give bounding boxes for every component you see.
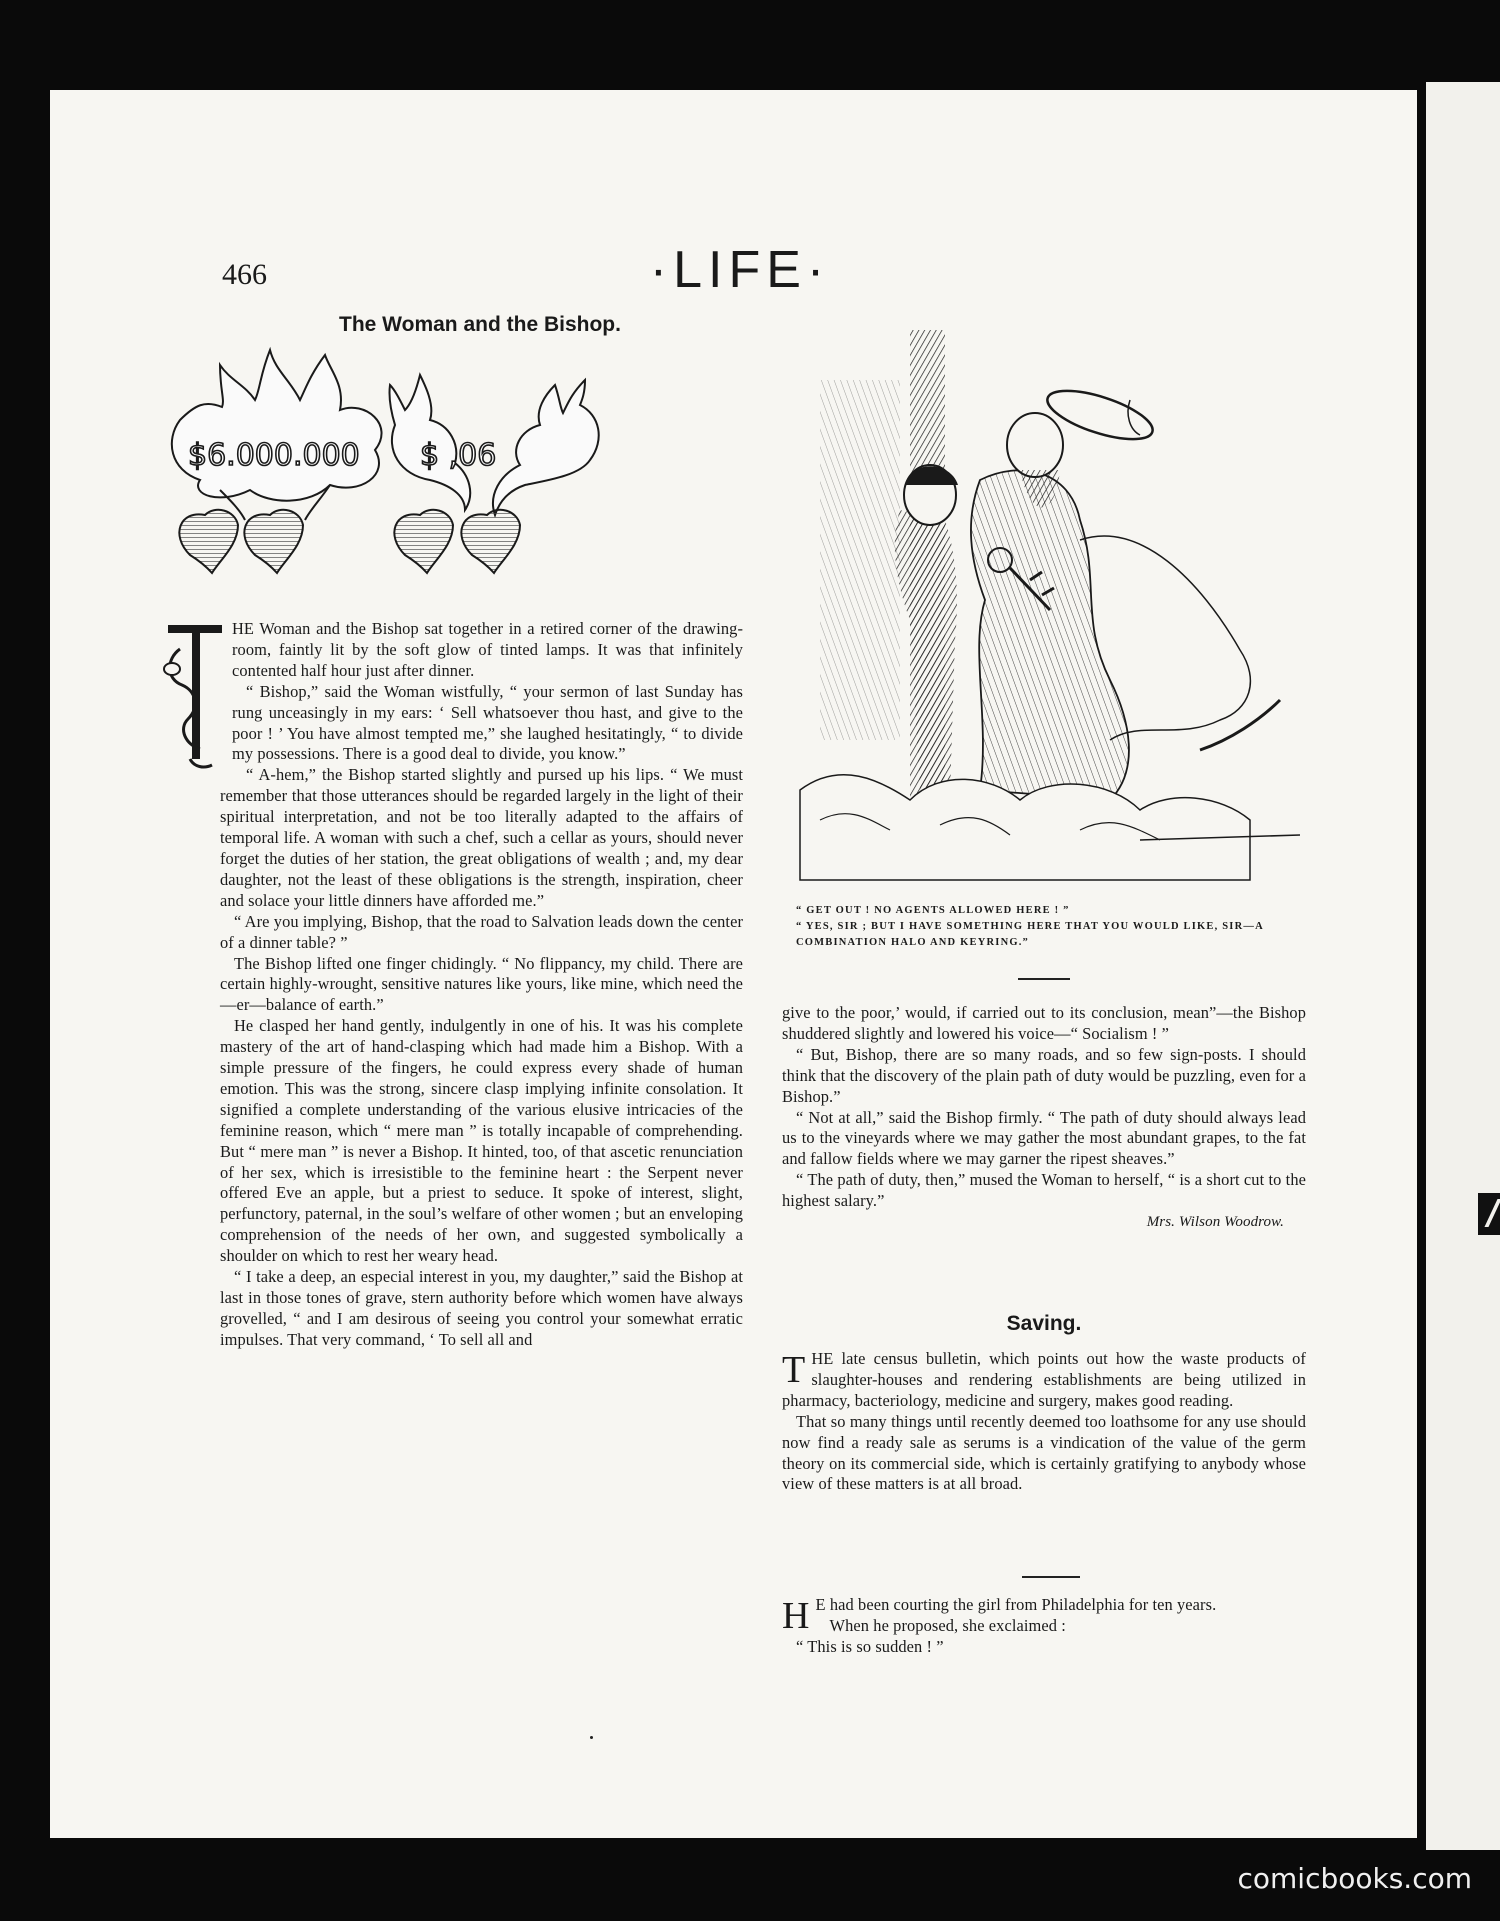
author-signature: Mrs. Wilson Woodrow. bbox=[1146, 1214, 1284, 1231]
article-title: The Woman and the Bishop. bbox=[339, 313, 621, 336]
saving-paragraph-2: That so many things until recently deemed too loathsome for any use should now find a ready sale as serums is a vindication of the value of the germ theory on its commercial side, which is certainly gratifying to anybody whose view of these matters is at all broad. bbox=[782, 1411, 1306, 1494]
joke-paragraph-3: “ This is so sudden ! ” bbox=[796, 1636, 944, 1656]
section-divider bbox=[1022, 1576, 1080, 1578]
article-paragraph: “ The path of duty, then,” mused the Woman to herself, “ is a short cut to the highest salary.” bbox=[782, 1170, 1306, 1211]
left-amount: $6.000.000 bbox=[188, 438, 360, 473]
bishop-cartoon-illustration bbox=[780, 320, 1320, 885]
section-divider bbox=[1018, 978, 1070, 980]
page-dot bbox=[590, 1736, 593, 1739]
joke-paragraph-1: H E had been courting the girl from Philadelphia for ten years. bbox=[782, 1595, 1217, 1637]
article-paragraph: “ But, Bishop, there are so many roads, and so few sign-posts. I should think that the discovery of the plain path of duty would be puzzling, even for a Bishop.” bbox=[782, 1044, 1306, 1106]
article-opening-paragraph bbox=[220, 619, 743, 682]
cartoon-caption bbox=[796, 903, 1306, 951]
right-amount: $ ,06 bbox=[420, 438, 497, 473]
joke-cap-letter: H bbox=[782, 1595, 810, 1637]
dropcap-T bbox=[160, 619, 224, 771]
caption-line-1: “ GET OUT ! NO AGENTS ALLOWED HERE ! ” bbox=[796, 905, 1070, 916]
article-paragraph: “ Bishop,” said the Woman wistfully, “ your sermon of last Sunday has rung unceasingly in my ears: ‘ Sell whatsoever thou hast, and give to the poor ! ’ You have almost tempted me,” she laughed hesitatingly, “ to divide my possessions. There is a good deal to divide, you know.” bbox=[232, 681, 743, 764]
masthead: ·LIFE· bbox=[649, 241, 831, 299]
article-paragraph: “ Are you implying, Bishop, that the road to Salvation leads down the center of a dinner table? ” bbox=[220, 911, 743, 952]
facing-page-edge bbox=[1426, 82, 1500, 1850]
article-left-column bbox=[220, 619, 743, 1351]
article-paragraph: “ I take a deep, an especial interest in you, my daughter,” said the Bishop at last in those tones of grave, stern authority before which women have always grovelled, “ and I am desirous of seeing you control your somewhat erratic impulses. That very command, ‘ To sell all and bbox=[220, 1267, 743, 1349]
watermark: comicbooks.com bbox=[1237, 1862, 1472, 1895]
saving-cap-letter: T bbox=[782, 1349, 806, 1391]
article-right-column bbox=[782, 1003, 1306, 1233]
opening-text: HE Woman and the Bishop sat together in a retired corner of the drawing-room, faintly lit by the soft glow of tinted lamps. It was that infinitely contented half hour just after dinner. bbox=[232, 619, 743, 680]
article-paragraph: give to the poor,’ would, if carried out to its conclusion, mean”—the Bishop shuddered slightly and lowered his voice—“ Socialism ! ” bbox=[782, 1003, 1306, 1043]
saving-column bbox=[782, 1349, 1306, 1495]
page-number: 466 bbox=[222, 258, 267, 291]
caption-line-2: “ YES, SIR ; BUT I HAVE SOMETHING HERE THAT YOU WOULD LIKE, SIR—A COMBINATION HALO AND KEYRING.” bbox=[796, 921, 1264, 948]
joke-paragraph-2: When he proposed, she exclaimed : bbox=[829, 1615, 1066, 1635]
flaming-hearts-illustration bbox=[160, 345, 660, 610]
facing-page-tab bbox=[1478, 1193, 1500, 1235]
saving-title: Saving. bbox=[1006, 1312, 1082, 1335]
article-paragraph: “ Not at all,” said the Bishop firmly. “ The path of duty should always lead us to the vineyards where we may gather the most abundant grapes, to the fat and fallow fields where we may garner the ripest sheaves.” bbox=[782, 1107, 1306, 1169]
joke-column bbox=[782, 1595, 1306, 1658]
article-paragraph: The Bishop lifted one finger chidingly. “ No flippancy, my child. There are certain highly-wrought, sensitive natures like yours, like mine, which need the—er—balance of earth.” bbox=[220, 953, 743, 1015]
article-paragraph: He clasped her hand gently, indulgently in one of his. It was his complete mastery of the art of hand-clasping which had made him a Bishop. With a simple pressure of the fingers, he could express every shade of human emotion. This was the strong, sincere clasp implying infinite consolation. It signified a complete understanding of the various elusive intricacies of the feminine reason, which “ mere man ” is totally incapable of comprehending. But “ mere man ” is never a Bishop. It hinted, too, of that ascetic renunciation of her sex, which is irresistible to the feminine heart : the Serpent never offered Eve an apple, but a priest to seduce. It spoke of interest, slight, perfunctory, paternal, in the soul’s welfare of other women ; but an enveloping comprehension of the needs of her own, and suggested symbolically a shoulder on which to rest her weary head. bbox=[220, 1016, 743, 1266]
article-paragraph: “ A-hem,” the Bishop started slightly and pursed up his lips. “ We must remember that those utterances should be regarded largely in the light of their spiritual interpretation, and not be too literally adapted to the affairs of temporal life. A woman with such a chef, such a cellar as yours, should never forget the duties of her station, the great obligations of wealth ; and, my dear daughter, not the least of these obligations is the strength, inspiration, cheer and solace your little dinners have afforded me.” bbox=[220, 765, 743, 910]
saving-paragraph-1: T HE late census bulletin, which points out how the waste products of slaughter-houses and rendering establishments are being utilized in pharmacy, bacteriology, medicine and surgery, makes good reading. bbox=[782, 1349, 1306, 1410]
